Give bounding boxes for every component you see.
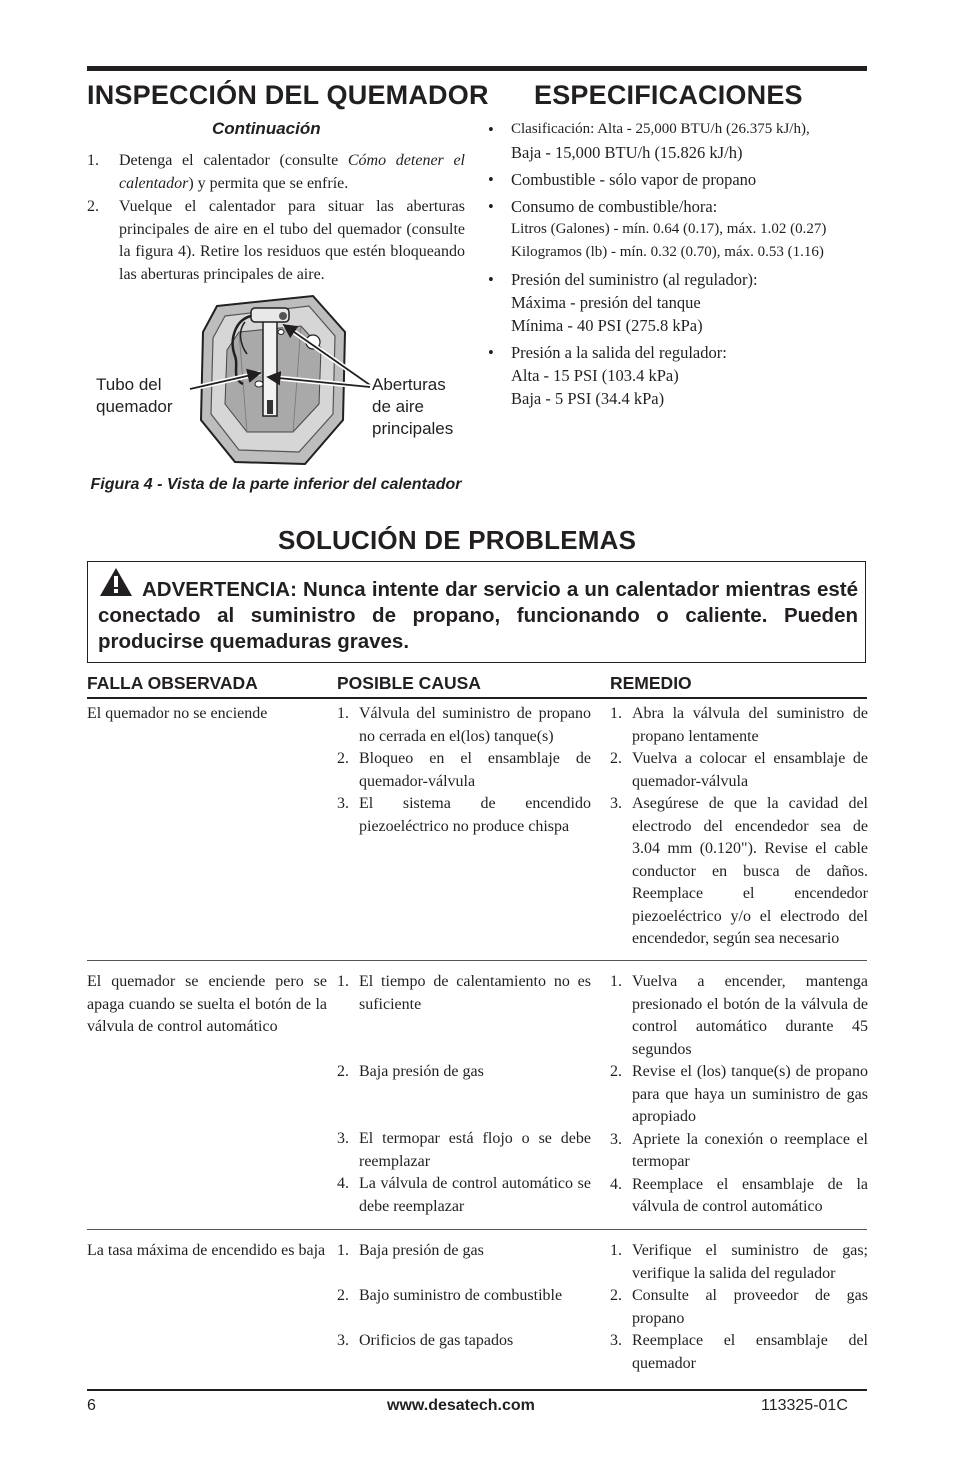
header-fault: FALLA OBSERVADA (87, 673, 258, 693)
figure-caption: Figura 4 - Vista de la parte inferior del calentador (90, 476, 462, 493)
row-divider (87, 960, 867, 961)
row2-remedy-3: 3. Apriete la conexión o reemplace el termopar (610, 1130, 868, 1170)
spec-consumption: • Consumo de combustible/hora: Litros (Galones) - mín. 0.64 (0.17), máx. 1.02 (0.27) Kilogramos (lb) - mín. 0.32 (0.70), máx. 0.53 (1.16) (488, 197, 827, 260)
inspection-title: INSPECCIÓN DEL QUEMADOR (87, 80, 489, 110)
row2-remedy-1: 1. Vuelva a encender, mantenga presionado el botón de la válvula de control automático durante 45 segundos (610, 973, 868, 1058)
row3-remedy-3: 3. Reemplace el ensamblaje del quemador (610, 1332, 868, 1372)
inspection-steps (87, 150, 465, 286)
row2-cause-3: 3. El termopar está flojo o se debe reemplazar (337, 1130, 591, 1170)
row1-remedies (610, 703, 868, 951)
label-burner-tube: Tubo del quemador (96, 375, 173, 416)
row1-cause-1: 1. Válvula del suministro de propano no cerrada en el(los) tanque(s) (337, 705, 591, 745)
row3-remedy-2: 2. Consulte al proveedor de gas propano (610, 1287, 868, 1327)
row1-fault: El quemador no se enciende (87, 705, 268, 722)
row3-cause-2: 2. Bajo suministro de combustible (337, 1287, 563, 1304)
header-cause: POSIBLE CAUSA (337, 673, 481, 693)
row2-remedy-4: 4. Reemplace el ensamblaje de la válvula de control automático (610, 1175, 868, 1215)
step-1: 1. Detenga el calentador (consulte Cómo detener el calentador) y permita que se enfríe. (87, 152, 465, 192)
row2-causes (337, 971, 591, 1218)
row1-cause-2: 2. Bloqueo en el ensamblaje de quemador-válvula (337, 750, 591, 790)
row3-remedy-1: 1. Verifique el suministro de gas; verifique la salida del regulador (610, 1242, 868, 1282)
row3-causes (337, 1240, 591, 1353)
row2-fault: El quemador se enciende pero se apaga cuando se suelta el botón de la válvula de control automático (87, 973, 327, 1035)
row2-cause-1: 1. El tiempo de calentamiento no es suficiente (337, 973, 591, 1013)
row1-cause-3: 3. El sistema de encendido piezoeléctrico no produce chispa (337, 795, 591, 835)
website-link[interactable]: www.desatech.com (387, 1397, 535, 1414)
header-rule (87, 697, 867, 699)
row1-remedy-2: 2. Vuelva a colocar el ensamblaje de quemador-válvula (610, 750, 868, 790)
spec-fuel: • Combustible - sólo vapor de propano (488, 170, 757, 189)
spec-outlet-pressure: • Presión a la salida del regulador: Alta - 15 PSI (103.4 kPa) Baja - 5 PSI (34.4 kPa) (488, 343, 727, 408)
row3-remedies (610, 1240, 868, 1375)
label-air-openings: Aberturas de aire principales (372, 375, 454, 438)
callout-arrows (180, 315, 380, 405)
document-number: 113325-01C (761, 1397, 848, 1414)
row2-remedies (610, 971, 868, 1219)
spec-supply-pressure: • Presión del suministro (al regulador): Máxima - presión del tanque Mínima - 40 PSI (275.8 kPa) (488, 270, 758, 335)
troubleshooting-title: SOLUCIÓN DE PROBLEMAS (278, 525, 637, 555)
row2-remedy-2: 2. Revise el (los) tanque(s) de propano para que haya un suministro de gas apropiado (610, 1063, 868, 1125)
top-rule (87, 66, 867, 71)
row3-cause-3: 3. Orificios de gas tapados (337, 1332, 514, 1349)
row2-cause-2: 2. Baja presión de gas (337, 1063, 484, 1080)
inspection-subtitle: Continuación (212, 119, 321, 138)
page-number: 6 (87, 1397, 96, 1414)
row1-remedy-3: 3. Asegúrese de que la cavidad del electrodo del encendedor sea de 3.04 mm (0.120"). Revise el cable conductor en busca de daños. Reemplace el encendedor piezoeléctrico y/o el electrodo del encendedor, según sea necesario (610, 795, 868, 947)
row3-cause-1: 1. Baja presión de gas (337, 1242, 484, 1259)
step-2: 2. Vuelque el calentador para situar las aberturas principales de aire en el tubo del quemador (consulte la figura 4). Retire los residuos que estén bloqueando las aberturas principales de aire. (87, 198, 465, 283)
row2-cause-4: 4. La válvula de control automático se debe reemplazar (337, 1175, 591, 1215)
row3-fault: La tasa máxima de encendido es baja (87, 1242, 326, 1259)
warning-text: ADVERTENCIA: Nunca intente dar servicio a un calentador mientras esté conectado al suministro de propano, funcionando o caliente. Pueden producirse quemaduras graves. (98, 578, 858, 653)
specs-list (487, 118, 869, 414)
spec-rating: • Clasificación: Alta - 25,000 BTU/h (26.375 kJ/h), Baja - 15,000 BTU/h (15.826 kJ/h) (488, 120, 810, 162)
footer-rule (87, 1389, 867, 1391)
row-divider (87, 1229, 867, 1230)
specs-title: ESPECIFICACIONES (534, 80, 803, 110)
row1-remedy-1: 1. Abra la válvula del suministro de propano lentamente (610, 705, 868, 745)
row1-causes (337, 703, 591, 838)
header-remedy: REMEDIO (610, 673, 692, 693)
